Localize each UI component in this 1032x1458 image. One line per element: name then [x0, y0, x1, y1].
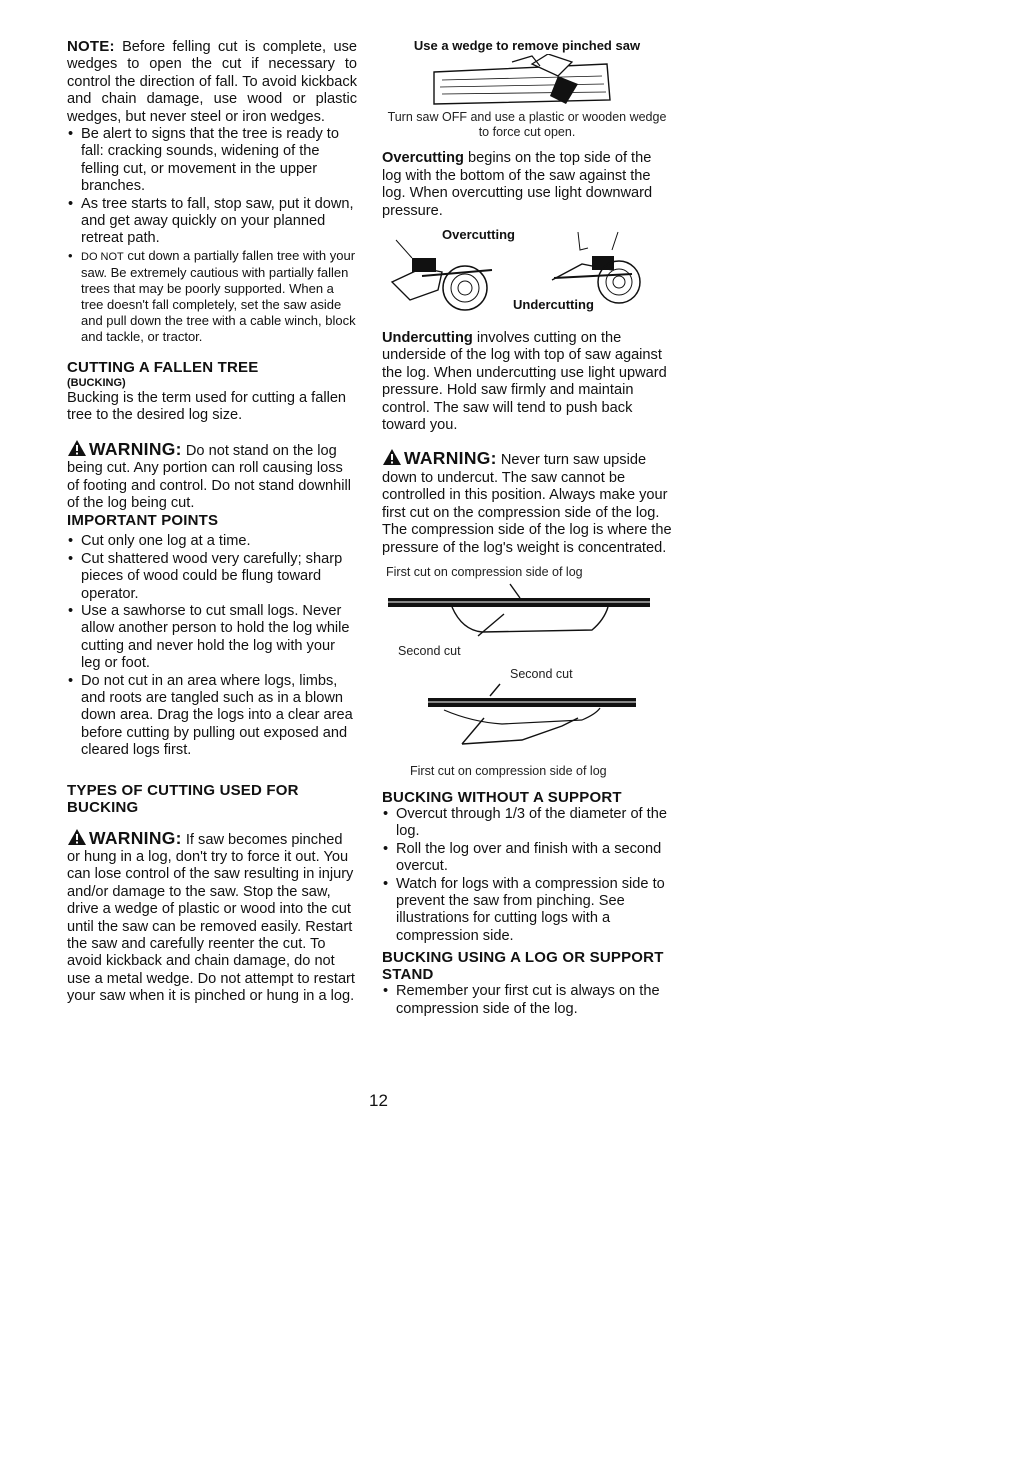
warning-label: WARNING: [404, 448, 497, 469]
list-item: • Cut shattered wood very carefully; sharp pieces of wood could be flung toward operator. [67, 551, 357, 603]
note-text: Before felling cut is complete, use wedges to open the cut if necessary to control the direction of fall. To avoid kickback and chain damage, use wood or plastic wedges, but never steel or iron wedges. [67, 39, 357, 125]
warning-text: Never turn saw upside down to undercut. The saw cannot be controlled in this position. Always make your first cut on the compression side of the log. The compression side of the log is where the pressure of the log's weight is concentrated. [382, 452, 672, 556]
overcutting-label: Overcutting [382, 150, 464, 167]
undercutting-paragraph [382, 330, 672, 434]
cutting-heading: CUTTING A FALLEN TREE [67, 358, 259, 376]
right-column [382, 38, 672, 1018]
compression-figure-2 [382, 682, 672, 758]
list-item: • Do not cut in an area where logs, limbs, and roots are tangled such as in a blown down area. Drag the logs into a clear area before cutting by pulling out exposed and cleared logs first. [67, 673, 357, 760]
cutting-subheading: (BUCKING) [67, 376, 126, 389]
note-paragraph [67, 38, 357, 126]
cutting-illustration [382, 220, 672, 330]
important-bullets [67, 533, 357, 759]
bucking-definition: Bucking is the term used for cutting a fallen tree to the desired log size. [67, 389, 347, 424]
do-not-text: cut down a partially fallen tree with your saw. Be extremely cautious with partially fallen trees that may be poorly supported. When a tree doesn't fall completely, set the saw aside and pull down the tree with a cable winch, block and tackle, or tractor. [81, 247, 356, 344]
warning-triangle-icon [382, 448, 402, 466]
page-number: 12 [369, 1091, 388, 1110]
warning-label: WARNING: [89, 438, 182, 459]
warning-label: WARNING: [89, 827, 182, 848]
overcutting-text: begins on the top side of the log with the bottom of the saw against the log. When overcutting use light downward pressure. [382, 150, 653, 219]
undercutting-text: involves cutting on the underside of the log with top of saw against the log. When undercutting use light upward pressure. Hold saw firmly and maintain control. The saw will tend to push back toward you. [382, 330, 667, 434]
warning-text: Do not stand on the log being cut. Any portion can roll causing loss of footing and control. Do not stand downhill of the log being cut. [67, 442, 351, 511]
list-item: • Remember your first cut is always on the compression side of the log. [382, 983, 672, 1018]
wedge-figure-title: Use a wedge to remove pinched saw [413, 38, 641, 53]
undercutting-figure-label: Undercutting [513, 297, 594, 313]
do-not-label: DO NOT [81, 250, 124, 263]
list-item: • Cut only one log at a time. [67, 533, 357, 550]
log-cut-illustration-1 [382, 580, 672, 642]
compression-figure-1 [382, 580, 672, 642]
over-undercutting-figure [382, 220, 672, 330]
felling-bullets [67, 126, 357, 345]
list-item: • Overcut through 1/3 of the diameter of the log. [382, 806, 672, 841]
pinched-saw-illustration [382, 54, 672, 112]
figure2-bottom-label: First cut on compression side of log [410, 763, 607, 778]
figure1-bottom-label: Second cut [398, 643, 461, 658]
left-column [67, 38, 357, 1006]
types-heading: TYPES OF CUTTING USED FOR BUCKING [67, 781, 299, 816]
warning-paragraph-3 [382, 448, 672, 556]
list-item: • Roll the log over and finish with a second overcut. [382, 841, 672, 876]
list-item: • Be alert to signs that the tree is ready to fall: cracking sounds, widening of the felling cut, or movement in the upper branches. [67, 126, 357, 196]
bucking-without-heading: BUCKING WITHOUT A SUPPORT [382, 788, 622, 806]
warning-paragraph-2 [67, 828, 357, 1006]
note-label: NOTE: [67, 38, 115, 55]
list-item: • As tree starts to fall, stop saw, put it down, and get away quickly on your planned retreat path. [67, 196, 357, 248]
wedge-illustration [382, 54, 672, 112]
warning-paragraph-1 [67, 439, 357, 513]
warning-text: If saw becomes pinched or hung in a log, don't try to force it out. You can lose control of the saw resulting in injury and/or damage to the saw. Stop the saw, drive a wedge of plastic or wood into the cut until the saw can be removed easily. Restart the saw and carefully reenter the cut. To avoid kickback and chain damage, do not use a metal wedge. Do not attempt to restart your saw when it is pinched or hung in a log. [67, 831, 355, 1005]
list-item: • Watch for logs with a compression side to prevent the saw from pinching. See illustrations for cutting logs with a compression side. [382, 876, 672, 946]
bucking-without-bullets [382, 806, 672, 945]
undercutting-label: Undercutting [382, 330, 473, 347]
list-item: • Use a sawhorse to cut small logs. Never allow another person to hold the log while cutting and never hold the log with your leg or foot. [67, 603, 357, 673]
figure1-top-label: First cut on compression side of log [386, 564, 583, 579]
list-item [67, 248, 357, 345]
warning-triangle-icon [67, 828, 87, 846]
bucking-using-bullets [382, 983, 672, 1018]
log-cut-illustration-2 [382, 682, 672, 758]
important-heading: IMPORTANT POINTS [67, 512, 219, 530]
overcutting-figure-label: Overcutting [442, 227, 515, 243]
warning-triangle-icon [67, 439, 87, 457]
wedge-caption: Turn saw OFF and use a plastic or wooden wedge to force cut open. [387, 110, 667, 140]
figure2-top-label: Second cut [510, 666, 573, 681]
bucking-using-heading: BUCKING USING A LOG OR SUPPORT STAND [382, 949, 664, 984]
overcutting-paragraph [382, 150, 672, 220]
